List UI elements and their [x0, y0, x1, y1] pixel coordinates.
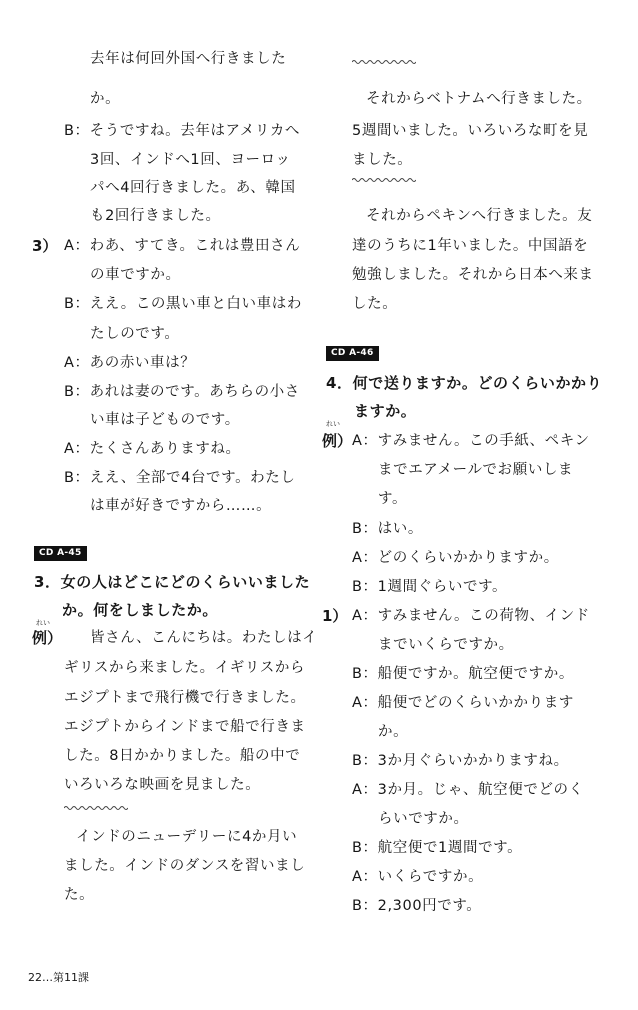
text-line: B：3か月ぐらいかかりますね。 — [352, 753, 569, 769]
text-line: B：そうですね。去年はアメリカへ — [64, 123, 301, 139]
text-line: B：はい。 — [352, 521, 423, 537]
text-line: それからペキンへ行きました。友 — [366, 208, 593, 224]
text-line: パへ4回行きました。あ、韓国 — [90, 180, 296, 196]
text-line: B：ええ。この黒い車と白い車はわ — [64, 296, 302, 312]
text-line: A：3か月。じゃ、航空便でどのく — [352, 782, 584, 798]
text-line: 達のうちに1年いました。中国語を — [352, 238, 589, 254]
text-line: た。 — [64, 887, 95, 903]
text-line: までエアメールでお願いしま — [378, 462, 574, 478]
text-line: も2回行きました。 — [90, 208, 221, 224]
item-number: 3） — [32, 237, 58, 255]
wave-divider — [352, 176, 416, 184]
text-line: エジプトからインドまで船で行きま — [64, 719, 306, 735]
text-line: ました。インドのダンスを習いまし — [64, 858, 306, 874]
text-line: A：わあ、すてき。これは豊田さん — [64, 238, 301, 254]
wave-divider — [352, 58, 416, 66]
text-line: B：航空便で1週間です。 — [352, 840, 523, 856]
text-line: までいくらですか。 — [378, 637, 514, 653]
wave-divider — [64, 804, 128, 812]
text-line: か。 — [378, 724, 409, 740]
text-line: いろいろな映画を見ました。 — [64, 777, 261, 793]
text-line: か。 — [90, 91, 121, 107]
text-line: B：あれは妻のです。あちらの小さ — [64, 384, 300, 400]
example-label: 例） — [32, 629, 63, 647]
text-line: らいですか。 — [378, 811, 469, 827]
text-line: A：いくらですか。 — [352, 869, 484, 885]
section-heading: ますか。 — [354, 402, 417, 420]
text-line: 勉強しました。それから日本へ来ま — [352, 267, 594, 283]
item-number: 1） — [322, 607, 348, 625]
rei-ruby: れい — [36, 619, 50, 627]
text-line: エジプトまで飛行機で行きました。 — [64, 690, 306, 706]
cd-track-badge: CD A-45 — [34, 546, 87, 561]
text-line: A：あの赤い車は？ — [64, 355, 196, 371]
rei-ruby: れい — [326, 420, 340, 428]
cd-track-badge: CD A-46 — [326, 346, 379, 361]
text-line: した。8日かかりました。船の中で — [64, 748, 301, 764]
text-line: い車は子どものです。 — [90, 412, 240, 428]
text-line: B：船便ですか。航空便ですか。 — [352, 666, 574, 682]
text-line: 皆さん、こんにちは。わたしはイ — [90, 630, 318, 646]
text-line: ギリスから来ました。イギリスから — [64, 660, 306, 676]
text-line: A：どのくらいかかりますか。 — [352, 550, 559, 566]
example-label: 例） — [322, 432, 353, 450]
text-line: 3回、インドへ1回、ヨーロッ — [90, 152, 291, 168]
text-line: した。 — [352, 296, 398, 312]
text-line: ました。 — [352, 152, 413, 168]
section-heading: 4．何で送りますか。どのくらいかかり — [326, 374, 603, 392]
section-heading: 3．女の人はどこにどのくらいいました — [34, 573, 311, 591]
text-line: B：ええ、全部で4台です。わたし — [64, 470, 296, 486]
text-line: B：1週間ぐらいです。 — [352, 579, 508, 595]
section-heading: か。何をしましたか。 — [62, 601, 219, 619]
text-line: A：船便でどのくらいかかります — [352, 695, 574, 711]
text-line: インドのニューデリーに4か月い — [76, 829, 298, 845]
text-line: の車ですか。 — [90, 267, 181, 283]
text-line: それからベトナムへ行きました。 — [366, 91, 592, 107]
text-line: B：2,300円です。 — [352, 898, 482, 914]
text-line: は車が好きですから……。 — [90, 498, 272, 514]
text-line: A：すみません。この荷物、インド — [352, 608, 590, 624]
text-line: す。 — [378, 491, 408, 507]
text-line: たしのです。 — [90, 326, 180, 342]
text-line: 去年は何回外国へ行きました — [90, 51, 287, 67]
text-line: 5週間いました。いろいろな町を見 — [352, 123, 589, 139]
page-footer: 22…第11課 — [28, 971, 89, 984]
text-line: A：たくさんありますね。 — [64, 441, 241, 457]
text-line: A：すみません。この手紙、ペキン — [352, 433, 590, 449]
